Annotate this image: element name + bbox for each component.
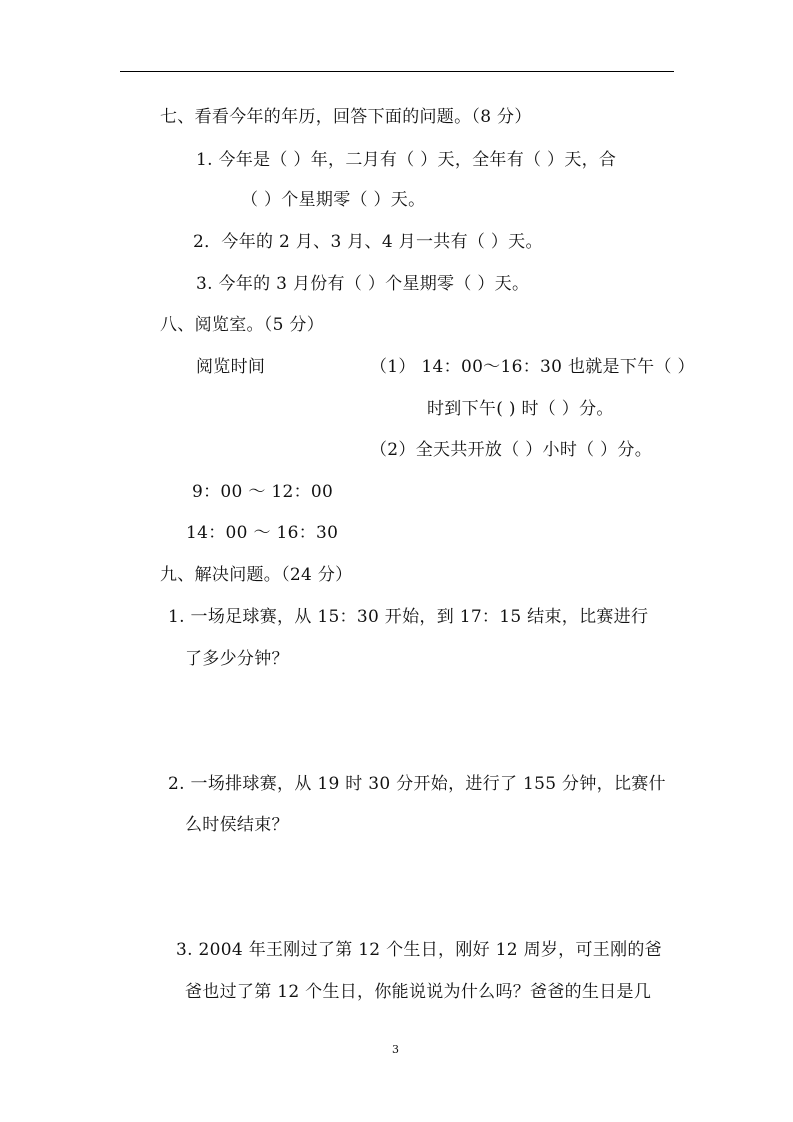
problem1-line1: 1. 一场足球赛，从 15：30 开始，到 17：15 结束，比赛进行 xyxy=(168,607,649,627)
schedule-time-afternoon: 14：00 ～ 16：30 xyxy=(186,523,339,543)
section8-q2: （2）全天共开放（ ）小时（ ）分。 xyxy=(370,440,653,460)
problem3-line2: 爸也过了第 12 个生日，你能说说为什么吗？爸爸的生日是几 xyxy=(185,982,652,1002)
problem2-line1: 2. 一场排球赛，从 19 时 30 分开始，进行了 155 分钟，比赛什 xyxy=(168,774,666,794)
section7-q2: 2．今年的 2 月、3 月、4 月一共有（ ）天。 xyxy=(193,232,543,252)
header-rule xyxy=(120,71,674,72)
section7-q1-line1: 1. 今年是（ ）年，二月有（ ）天，全年有（ ）天，合 xyxy=(196,150,617,170)
section8-q1-line2: 时到下午( ) 时（ ）分。 xyxy=(427,399,614,419)
section7-q3: 3. 今年的 3 月份有（ ）个星期零（ ）天。 xyxy=(196,274,530,294)
section7-heading: 七、看看今年的年历，回答下面的问题。（8 分） xyxy=(160,107,532,127)
problem3-line1: 3. 2004 年王刚过了第 12 个生日，刚好 12 周岁，可王刚的爸 xyxy=(176,940,662,960)
schedule-time-morning: 9：00 ～ 12：00 xyxy=(192,482,334,502)
problem1-line2: 了多少分钟？ xyxy=(185,649,289,669)
problem2-line2: 么时侯结束？ xyxy=(185,815,289,835)
section8-heading: 八、阅览室。（5 分） xyxy=(160,315,325,335)
page-number: 3 xyxy=(392,1043,399,1056)
schedule-title: 阅览时间 xyxy=(196,357,266,377)
section8-q1-line1: （1） 14：00～16：30 也就是下午（ ） xyxy=(370,357,695,377)
section9-heading: 九、解决问题。（24 分） xyxy=(160,565,353,585)
section7-q1-line2: （ ）个星期零（ ）天。 xyxy=(241,190,426,210)
